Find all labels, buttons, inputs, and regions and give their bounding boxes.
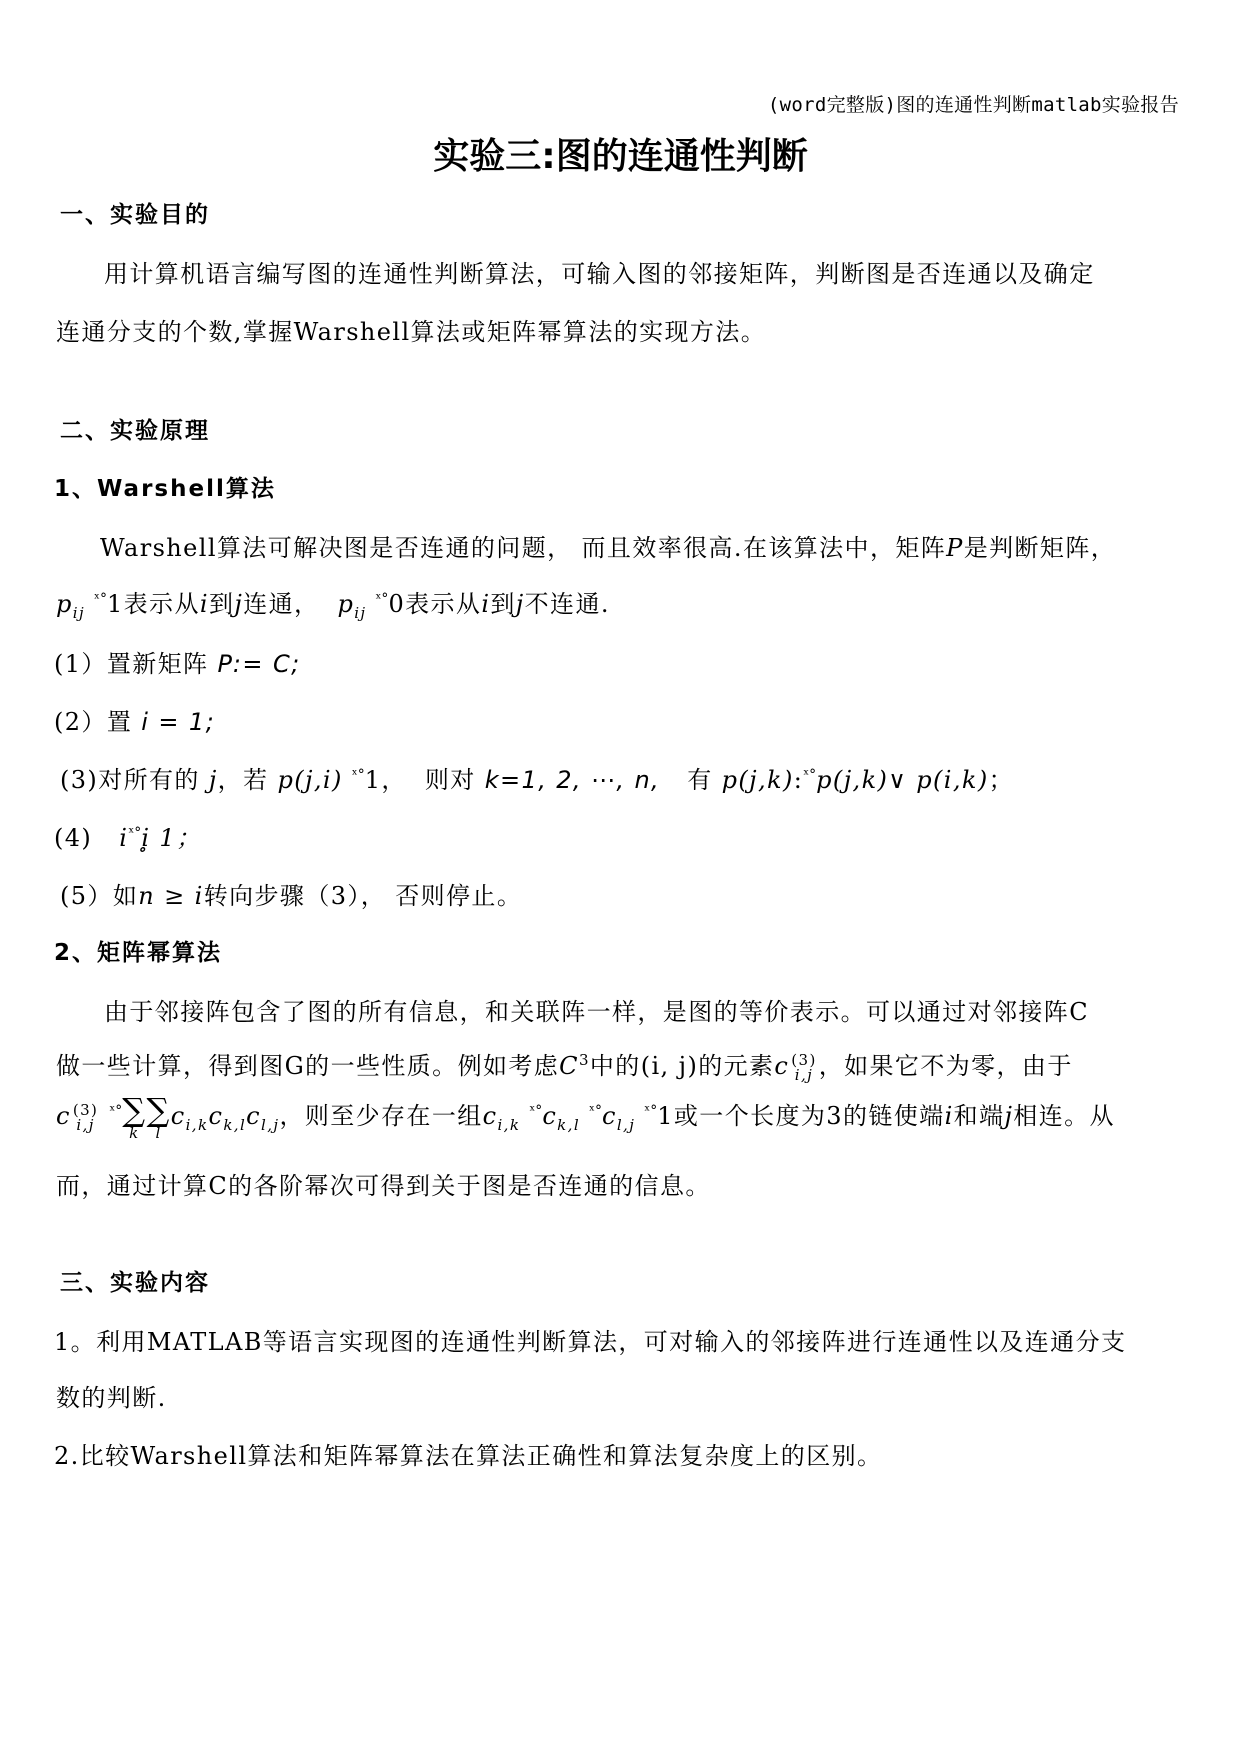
step-3-lhs: p(j,k) — [721, 766, 794, 794]
mp-line2-text-d: ，如果它不为零，由于 — [818, 1052, 1073, 1080]
section-heading-content: 三、实验内容 — [60, 1270, 210, 1296]
warshell-line-1-tail: 是判断矩阵， — [963, 534, 1117, 562]
step-3-assign: : — [793, 766, 804, 794]
mp-element-c: c — [774, 1052, 790, 1080]
step-3-then: 则对 — [424, 766, 476, 794]
broken-glyph-9: ˣ° — [644, 1103, 658, 1119]
formula-value-1: 1 — [106, 590, 124, 618]
prod-sub-kl: k,l — [223, 1115, 247, 1134]
formula-j-2: j — [515, 590, 525, 618]
warshell-line-1 — [100, 528, 1116, 563]
step-4-expression: i̥ 1； — [141, 824, 202, 852]
step-2-label: (2）置 — [54, 708, 142, 736]
broken-glyph-5: ˣ° — [128, 825, 142, 841]
group-sub-lj: l,j — [616, 1115, 636, 1134]
page-header: (word完整版)图的连通性判断matlab实验报告 — [767, 94, 1179, 116]
mp-line3-i: i — [944, 1102, 954, 1130]
broken-glyph: ˣ° — [94, 591, 107, 607]
sum-index-l: l — [155, 1124, 162, 1142]
mp-line3-text3: 和端 — [953, 1102, 1005, 1130]
subsection-heading-warshell: 1、Warshell算法 — [54, 476, 276, 502]
mp-line2-text-c: 的元素 — [698, 1052, 775, 1080]
sum-symbol-k: ∑ k — [122, 1091, 147, 1142]
purpose-line-1: 用计算机语言编写图的连通性判断算法，可输入图的邻接矩阵，判断图是否连通以及确定 — [104, 260, 1095, 288]
step-2-expression: i = 1; — [141, 708, 216, 736]
step-3-label: (3)对所有的 — [60, 766, 200, 794]
text-to-2: 到 — [490, 590, 516, 618]
text-to: 到 — [208, 590, 235, 618]
broken-glyph-2: ˣ° — [375, 591, 389, 607]
mp-sum-c-exponent: (3) — [72, 1100, 99, 1119]
step-4-i: i — [119, 824, 129, 852]
step-3-j: j — [208, 766, 218, 794]
prod-sub-lj: l,j — [261, 1115, 280, 1134]
content-item-1-line-2: 数的判断. — [56, 1384, 167, 1412]
step-1-expression: P:= C; — [217, 650, 301, 678]
formula-subscript-ij: ij — [72, 603, 86, 622]
mp-line3-text4: 相连。从 — [1013, 1102, 1115, 1130]
mp-sum-c: c — [56, 1102, 71, 1130]
section-heading-principle: 二、实验原理 — [60, 418, 210, 444]
subsection-heading-matrix-power: 2、矩阵幂算法 — [54, 940, 223, 966]
matrix-power-line-1: 由于邻接阵包含了图的所有信息，和关联阵一样，是图的等价表示。可以通过对邻接阵C — [104, 998, 1089, 1026]
step-3-condition: p(j,i) — [277, 766, 343, 794]
content-item-2: 2.比较Warshell算法和矩阵幂算法在算法正确性和算法复杂度上的区别。 — [54, 1442, 883, 1470]
text-from: 表示从 — [123, 590, 200, 618]
formula-subscript-ij-2: ij — [354, 603, 367, 622]
step-3-value: 1， — [364, 766, 407, 794]
mp-matrix-C-exponent: 3 — [578, 1051, 590, 1069]
step-3 — [60, 760, 1014, 795]
prod-c2: c — [208, 1102, 224, 1130]
step-4-label: (4) — [54, 824, 93, 852]
mp-line3-text2: 1或一个长度为3的链使端 — [657, 1102, 945, 1130]
text-connected: 连通， — [243, 590, 320, 618]
prod-sub-ik: i,k — [185, 1115, 209, 1134]
mp-element-c-exponent: (3) — [791, 1050, 817, 1069]
step-5-label: (5）如 — [60, 882, 139, 910]
matrix-p-variable: P — [946, 534, 964, 562]
step-3-have: 有 — [687, 766, 713, 794]
purpose-line-2: 连通分支的个数,掌握Warshell算法或矩阵幂算法的实现方法。 — [56, 318, 767, 346]
mp-line2-text-b: 中的 — [589, 1052, 641, 1080]
mp-element-c-subscript: i,j — [794, 1065, 814, 1084]
broken-glyph-6: ˣ° — [109, 1103, 123, 1119]
formula-p-2: p — [337, 590, 355, 618]
prod-c1: c — [170, 1102, 186, 1130]
step-1-label: (1）置新矩阵 — [54, 650, 218, 678]
formula-p: p — [56, 590, 73, 618]
group-c2: c — [542, 1102, 558, 1130]
group-sub-ik: i,k — [497, 1115, 521, 1134]
warshell-line-2 — [56, 584, 610, 622]
mp-line2-text-a: 做一些计算，得到图G的一些性质。例如考虑 — [56, 1052, 560, 1080]
matrix-power-line-2 — [56, 1046, 1073, 1083]
mp-sum-c-subscript: i,j — [76, 1115, 95, 1134]
step-4 — [54, 818, 202, 853]
formula-j: j — [234, 590, 244, 618]
step-5-condition: n ≥ i — [138, 882, 204, 910]
step-3-if: ，若 — [217, 766, 269, 794]
prod-c3: c — [246, 1102, 262, 1130]
group-sub-kl: k,l — [557, 1115, 581, 1134]
matrix-power-line-3 — [56, 1091, 1115, 1142]
warshell-line-1-text: Warshell算法可解决图是否连通的问题， 而且效率很高.在该算法中，矩阵 — [100, 534, 947, 562]
broken-glyph-3: ˣ° — [351, 767, 365, 783]
mp-index-ij: (i, j) — [640, 1052, 699, 1080]
step-3-end: ； — [988, 766, 1015, 794]
page-title: 实验三:图的连通性判断 — [433, 136, 808, 177]
content-item-1-line-1: 1。利用MATLAB等语言实现图的连通性判断算法，可对输入的邻接阵进行连通性以及连通分支 — [54, 1328, 1127, 1356]
mp-sum-c-indices — [72, 1100, 99, 1134]
section-heading-purpose: 一、实验目的 — [60, 202, 210, 228]
mp-line3-j: j — [1004, 1102, 1014, 1130]
broken-glyph-8: ˣ° — [589, 1103, 602, 1119]
step-2 — [54, 702, 215, 737]
sum-index-k: k — [129, 1124, 140, 1142]
step-1 — [54, 644, 301, 679]
group-c3: c — [601, 1102, 617, 1130]
step-3-range: k=1, 2, ⋯, n, — [484, 766, 661, 794]
text-not-connected: 不连通. — [524, 590, 610, 618]
formula-i: i — [199, 590, 209, 618]
formula-value-0: 0 — [388, 590, 406, 618]
mp-line3-text1: ，则至少存在一组 — [279, 1102, 483, 1130]
sum-symbol-l: ∑ l — [146, 1091, 171, 1142]
mp-element-c-indices — [791, 1050, 817, 1084]
broken-glyph-4: ˣ° — [803, 767, 817, 783]
step-5 — [60, 876, 522, 911]
step-5-text: 转向步骤（3）， 否则停止。 — [203, 882, 523, 910]
broken-glyph-7: ˣ° — [529, 1103, 543, 1119]
formula-i-2: i — [481, 590, 491, 618]
text-from-2: 表示从 — [405, 590, 482, 618]
mp-matrix-C: C — [559, 1052, 579, 1080]
step-3-rhs: p(j,k)∨ p(i,k) — [816, 766, 989, 794]
matrix-power-line-4: 而，通过计算C的各阶幂次可得到关于图是否连通的信息。 — [56, 1172, 711, 1200]
group-c1: c — [482, 1102, 498, 1130]
